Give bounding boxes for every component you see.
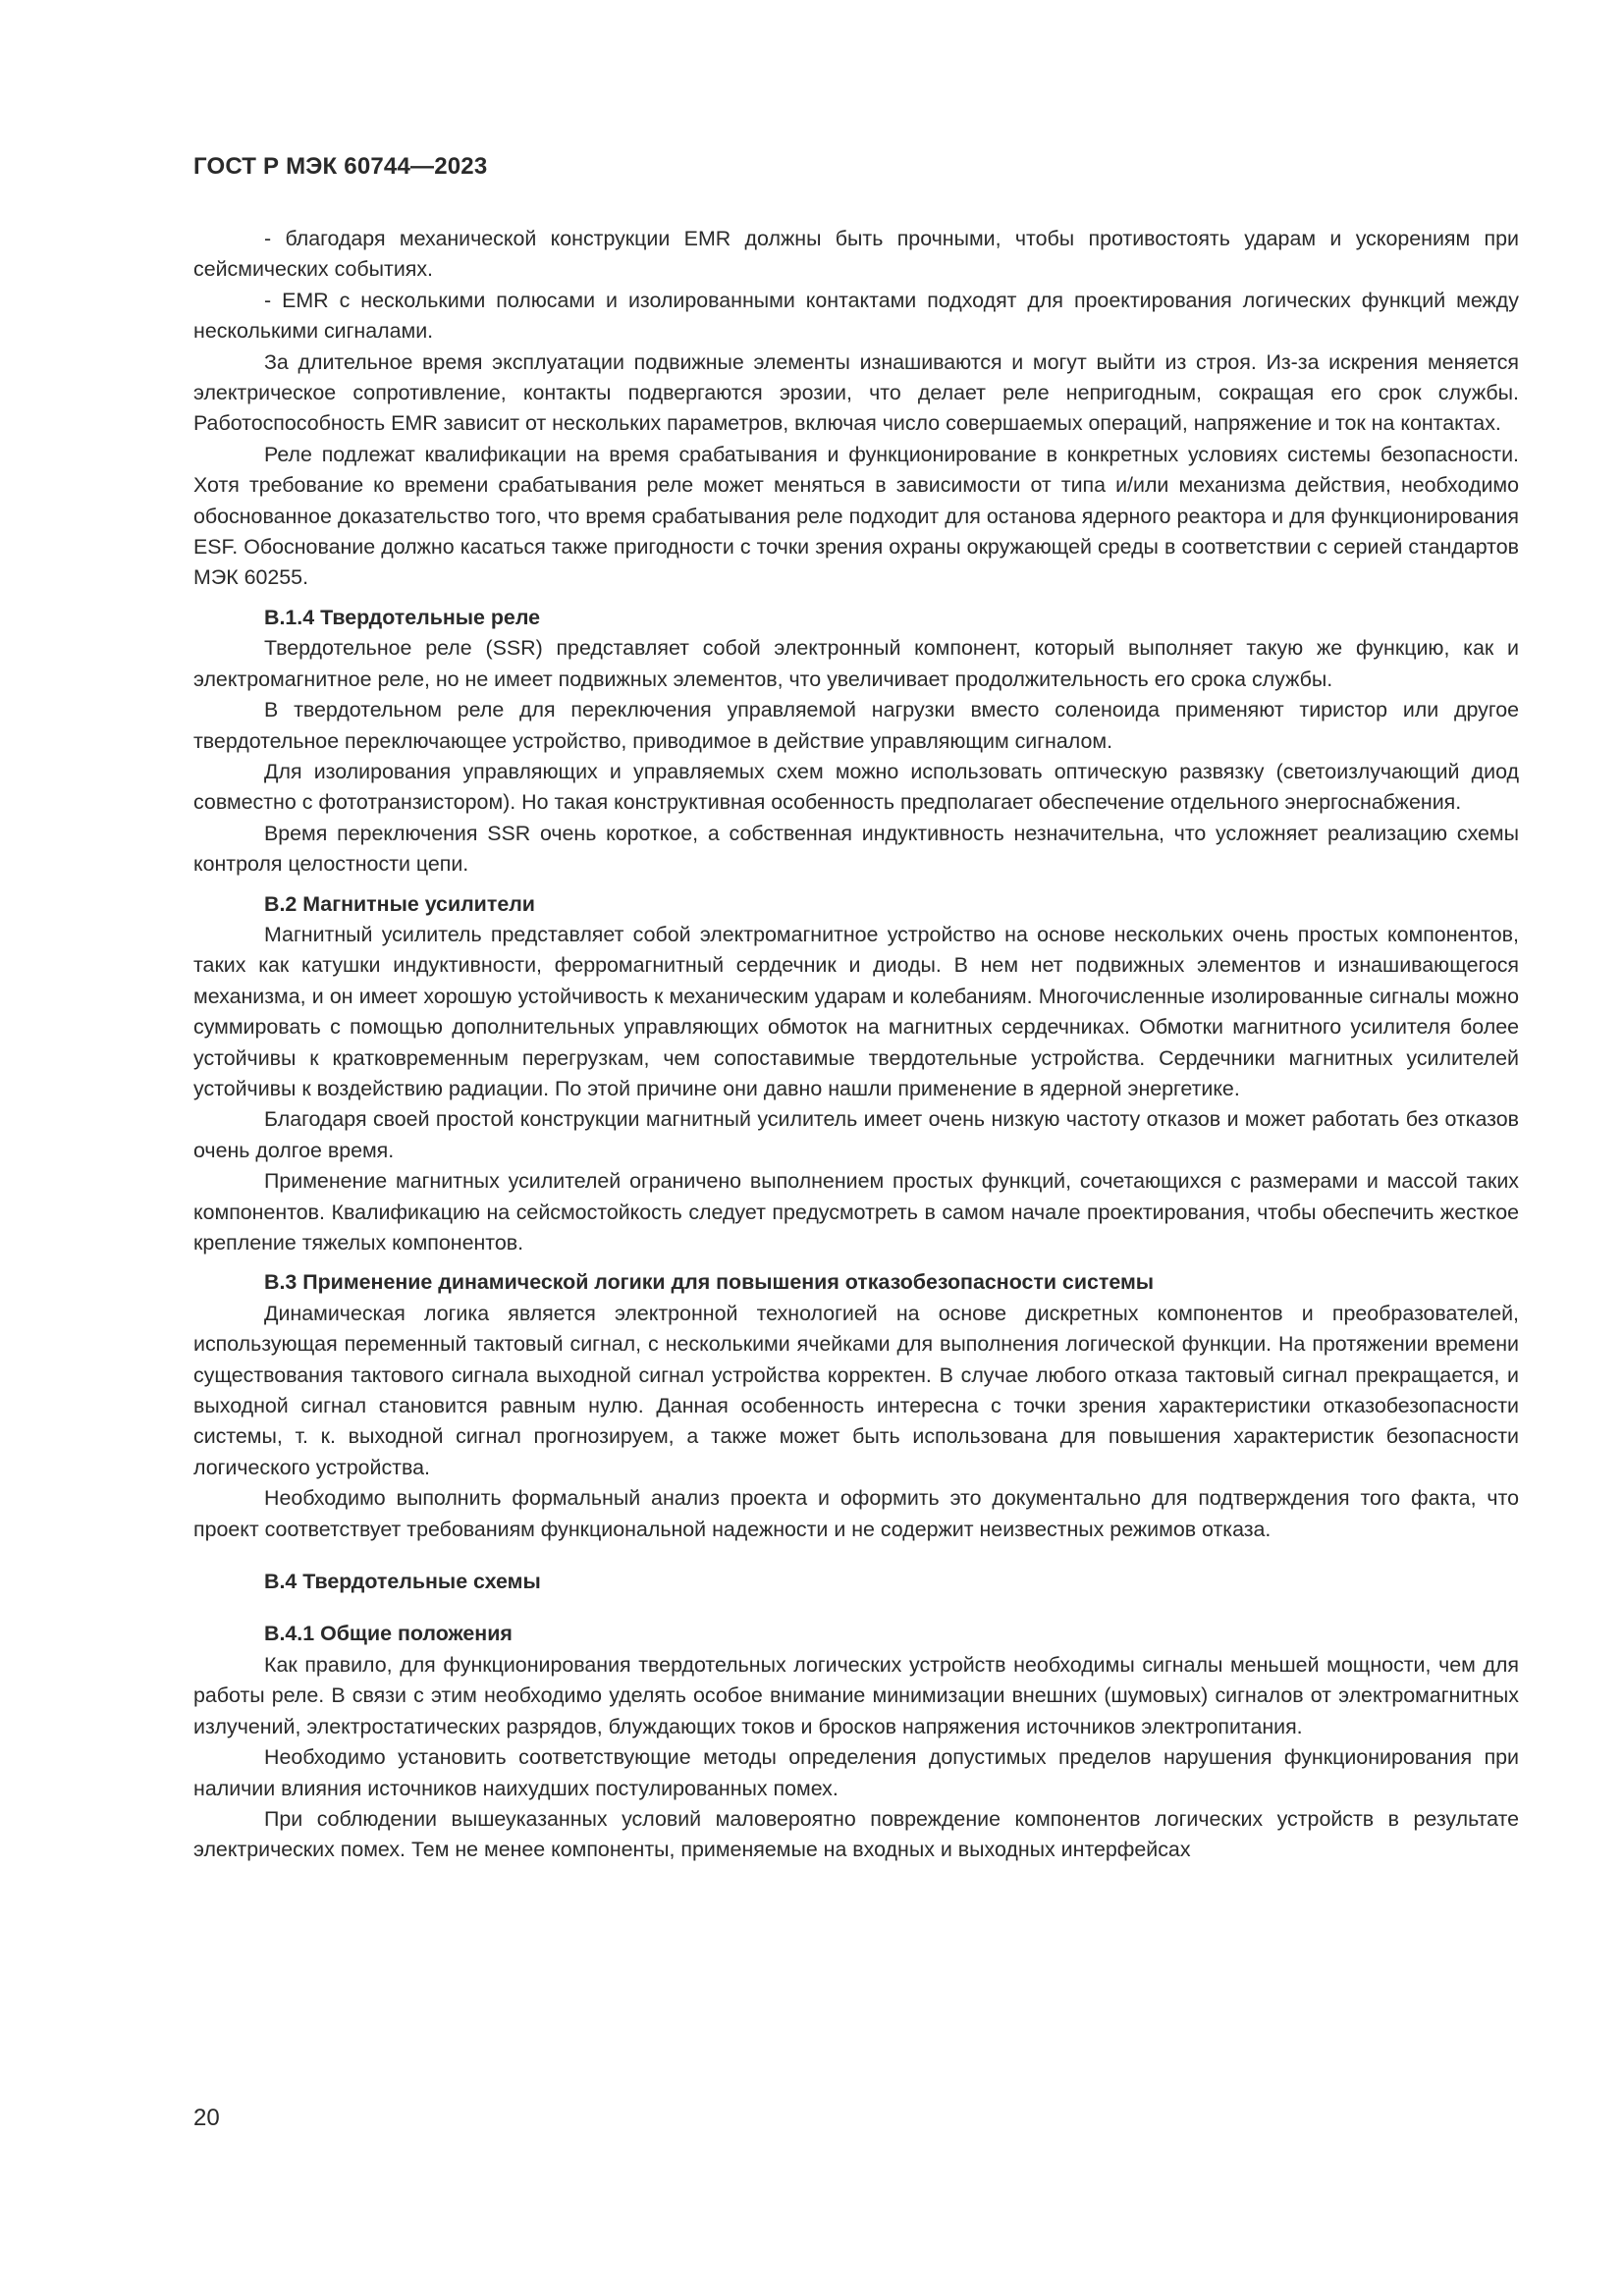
paragraph: Динамическая логика является электронной технологией на основе дискретных компонентов и преобразователей, использующая переменный тактовый сигнал, с несколькими ячейками для выполнения логической функции. На протяжении времени существования тактового сигнала выходной сигнал устройства корректен. В случае любого отказа тактовый сигнал прекращается, и выходной сигнал становится равным нулю. Данная особенность интересна с точки зрения характеристики отказобезопасности системы, т. к. выходной сигнал прогнозируем, а также может быть использована для повышения характеристик безопасности логического устройства. bbox=[193, 1301, 1519, 1479]
paragraph: За длительное время эксплуатации подвижные элементы изнашиваются и могут выйти из строя. Из-за искрения меняется электрическое сопротивление, контакты подвергаются эрозии, что делает реле непригодным, сокращая его срок службы. Работоспособность EMR зависит от нескольких параметров, включая число совершаемых операций, напряжение и ток на контактах. bbox=[193, 349, 1519, 436]
spacer bbox=[193, 881, 1519, 889]
paragraph: Магнитный усилитель представляет собой электромагнитное устройство на основе нескольких очень простых компонентов, таких как катушки индуктивности, ферромагнитный сердечник и диоды. В нем нет подвижных элементов и изнашивающегося механизма, и он имеет хорошую устойчивость к механическим ударам и колебаниям. Многочисленные изолированные сигналы можно суммировать с помощью дополнительных управляющих обмоток на магнитных сердечниках. Обмотки магнитного усилителя более устойчивы к кратковременным перегрузкам, чем сопоставимые твердотельные устройства. Сердечники магнитных усилителей устойчивы к воздействию радиации. По этой причине они давно нашли применение в ядерной энергетике. bbox=[193, 922, 1519, 1100]
paragraph: Необходимо выполнить формальный анализ проекта и оформить это документально для подтверждения того факта, что проект соответствует требованиям функциональной надежности и не содержит неизвестных режимов отказа. bbox=[193, 1486, 1519, 1541]
paragraph: Время переключения SSR очень короткое, а собственная индуктивность незначительна, что усложняет реализацию схемы контроля целостности цепи. bbox=[193, 821, 1519, 877]
paragraph: В твердотельном реле для переключения управляемой нагрузки вместо соленоида применяют тиристор или другое твердотельное переключающее устройство, приводимое в действие управляющим сигналом. bbox=[193, 698, 1519, 753]
section-heading-b14: В.1.4 Твердотельные реле bbox=[264, 605, 541, 629]
paragraph: Как правило, для функционирования твердотельных логических устройств необходимы сигналы меньшей мощности, чем для работы реле. В связи с этим необходимо уделять особое внимание минимизации внешних (шумовых) сигналов от электромагнитных излучений, электростатических разрядов, блуждающих токов и бросков напряжения источников электропитания. bbox=[193, 1652, 1519, 1738]
spacer bbox=[193, 1258, 1519, 1267]
spacer bbox=[193, 594, 1519, 603]
paragraph: Реле подлежат квалификации на время срабатывания и функционирование в конкретных условиях системы безопасности. Хотя требование ко времени срабатывания реле может меняться в зависимости от типа и/или механизма действия, необходимо обоснованное доказательство того, что время срабатывания реле подходит для останова ядерного реактора и для функционирования ESF. Обоснование должно касаться также пригодности с точки зрения охраны окружающей среды в соответствии с серией стандартов МЭК 60255. bbox=[193, 442, 1519, 590]
paragraph: Для изолирования управляющих и управляемых схем можно использовать оптическую развязку (светоизлучающий диод совместно с фототранзистором). Но такая конструктивная особенность предполагает обеспечение отдельного энергоснабжения. bbox=[193, 759, 1519, 815]
paragraph: Твердотельное реле (SSR) представляет собой электронный компонент, который выполняет такую же функцию, как и электромагнитное реле, но не имеет подвижных элементов, что увеличивает продолжительность его срока службы. bbox=[193, 636, 1519, 691]
section-heading-b41: В.4.1 Общие положения bbox=[264, 1622, 513, 1646]
paragraph: - благодаря механической конструкции EMR должны быть прочными, чтобы противостоять ударам и ускорениям при сейсмических событиях. bbox=[193, 227, 1519, 282]
paragraph: Необходимо установить соответствующие методы определения допустимых пределов нарушения функционирования при наличии влияния источников наихудших постулированных помех. bbox=[193, 1745, 1519, 1800]
section-heading-b3: В.3 Применение динамической логики для повышения отказобезопасности системы bbox=[264, 1270, 1155, 1295]
paragraph: При соблюдении вышеуказанных условий маловероятно повреждение компонентов логических устройств в результате электрических помех. Тем не менее компоненты, применяемые на входных и выходных интерфейсах bbox=[193, 1806, 1519, 1862]
paragraph: Благодаря своей простой конструкции магнитный усилитель имеет очень низкую частоту отказов и может работать без отказов очень долгое время. bbox=[193, 1107, 1519, 1162]
document-body bbox=[193, 224, 1519, 1866]
page-number: 20 bbox=[193, 2105, 220, 2131]
paragraph: Применение магнитных усилителей ограничено выполнением простых функций, сочетающихся с размерами и массой таких компонентов. Квалификацию на сейсмостойкость следует предусмотреть в самом начале проектирования, чтобы обеспечить жесткое крепление тяжелых компонентов. bbox=[193, 1169, 1519, 1255]
document-standard-title: ГОСТ Р МЭК 60744—2023 bbox=[193, 153, 488, 180]
spacer bbox=[193, 1545, 1519, 1567]
section-heading-b4: В.4 Твердотельные схемы bbox=[264, 1570, 541, 1594]
section-heading-b2: В.2 Магнитные усилители bbox=[264, 891, 535, 916]
spacer bbox=[193, 1597, 1519, 1619]
paragraph: - EMR с несколькими полюсами и изолированными контактами подходят для проектирования логических функций между несколькими сигналами. bbox=[193, 288, 1519, 344]
